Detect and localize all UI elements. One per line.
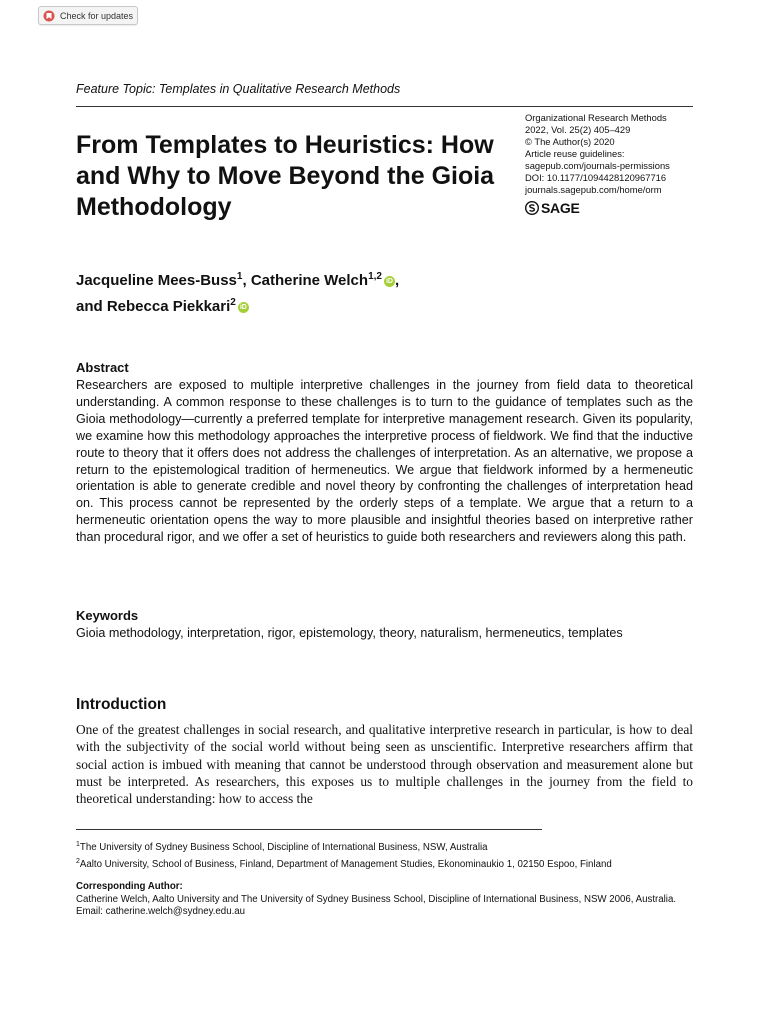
author-2-name: Catherine Welch [250, 272, 369, 289]
journal-volume: 2022, Vol. 25(2) 405–429 [525, 124, 631, 135]
journal-name: Organizational Research Methods [525, 112, 667, 123]
author-3-name: Rebecca Piekkari [106, 298, 231, 315]
footnote-rule [76, 829, 542, 830]
sage-logo [525, 200, 579, 216]
header-rule [76, 106, 693, 107]
author-3-prefix: and [76, 298, 103, 315]
orcid-icon[interactable]: iD [239, 303, 247, 311]
footnote-1-text: The University of Sydney Business School, Discipline of International Business, NSW, Australia [79, 842, 488, 854]
journal-copyright: © The Author(s) 2020 [525, 136, 615, 147]
footnote-2-text: Aalto University, School of Business, Finland, Department of Management Studies, Ekonominaukio 1, 02150 Espoo, Finland [79, 859, 612, 871]
reuse-label: Article reuse guidelines: [525, 148, 625, 159]
check-for-updates-badge[interactable] [38, 6, 138, 25]
keywords-text: Gioia methodology, interpretation, rigor, epistemology, theory, naturalism, hermeneutics, templates [76, 626, 623, 640]
author-2-affiliation: 1,2 [368, 271, 382, 282]
check-for-updates-label: Check for updates [60, 10, 134, 21]
footnotes [76, 838, 696, 872]
sage-logo-icon [525, 201, 539, 215]
author-line-2 [76, 292, 399, 318]
article-title: From Templates to Heuristics: How and Why to Move Beyond the Gioia Methodology [76, 131, 495, 221]
doi[interactable]: DOI: 10.1177/1094428120967716 [525, 172, 667, 183]
abstract-heading: Abstract [76, 360, 129, 375]
author-line-1 [76, 266, 399, 292]
sage-logo-text: SAGE [541, 200, 580, 216]
footnote-1-number: 1 [76, 841, 80, 848]
footnote-2-number: 2 [76, 858, 80, 866]
journal-home-link[interactable]: journals.sagepub.com/home/orm [525, 184, 662, 195]
author-1-affiliation: 1 [236, 271, 243, 282]
author-separator: , [242, 272, 247, 289]
introduction-heading: Introduction [76, 696, 167, 713]
journal-info [525, 112, 705, 196]
corresponding-author-email[interactable]: Email: catherine.welch@sydney.edu.au [76, 906, 246, 918]
feature-topic: Feature Topic: Templates in Qualitative Research Methods [76, 82, 401, 96]
author-1-name: Jacqueline Mees-Buss [76, 272, 237, 289]
keywords-heading: Keywords [76, 608, 139, 623]
check-for-updates-icon [43, 10, 55, 22]
abstract-text: Researchers are exposed to multiple interpretive challenges in the journey from field data to theoretical understanding. A common response to these challenges is to turn to the guidance of templates such as the Gioia methodology—currently a preferred template for interpretive management research. Given its popularity, we examine how this methodology approaches the interpretive process of fieldwork. We find that the inductive route to theory that it offers does not address the challenges of interpretation. As an alternative, we propose a return to the epistemological tradition of hermeneutics. We argue that fieldwork informed by a hermeneutic orientation is able to generate credible and novel theory by confronting the challenges of interpretation head on. This process cannot be represented by the orderly steps of a template. We argue that a return to a hermeneutic orientation opens the way to more plausible and insightful theories based on interpretive rather than procedural rigor, and we offer a set of heuristics to guide both researchers and reviewers along this path. [76, 378, 693, 545]
corresponding-author-label: Corresponding Author: [76, 881, 183, 892]
orcid-icon[interactable]: iD [385, 277, 393, 285]
footnote-2 [76, 855, 696, 872]
author-list [76, 266, 399, 318]
corresponding-author [76, 881, 696, 919]
introduction-text: One of the greatest challenges in social research, and qualitative interpretive research in particular, is how to deal with the subjectivity of the social world without being seen as unscientific. Interpretive researchers affirm that social action is imbued with meaning that cannot be understood through observation and measurement alone but must be interpreted. As researchers, this exposes us to multiple challenges in the journey from the field to theoretical understanding: how to access the [76, 722, 693, 807]
footnote-1 [76, 838, 696, 855]
author-3-affiliation: 2 [230, 297, 236, 308]
corresponding-author-text: Catherine Welch, Aalto University and The University of Sydney Business School, Discipline of International Business, NSW 2006, Australia. [76, 893, 677, 905]
reuse-link[interactable]: sagepub.com/journals-permissions [525, 160, 670, 171]
author-separator: , [394, 272, 400, 289]
